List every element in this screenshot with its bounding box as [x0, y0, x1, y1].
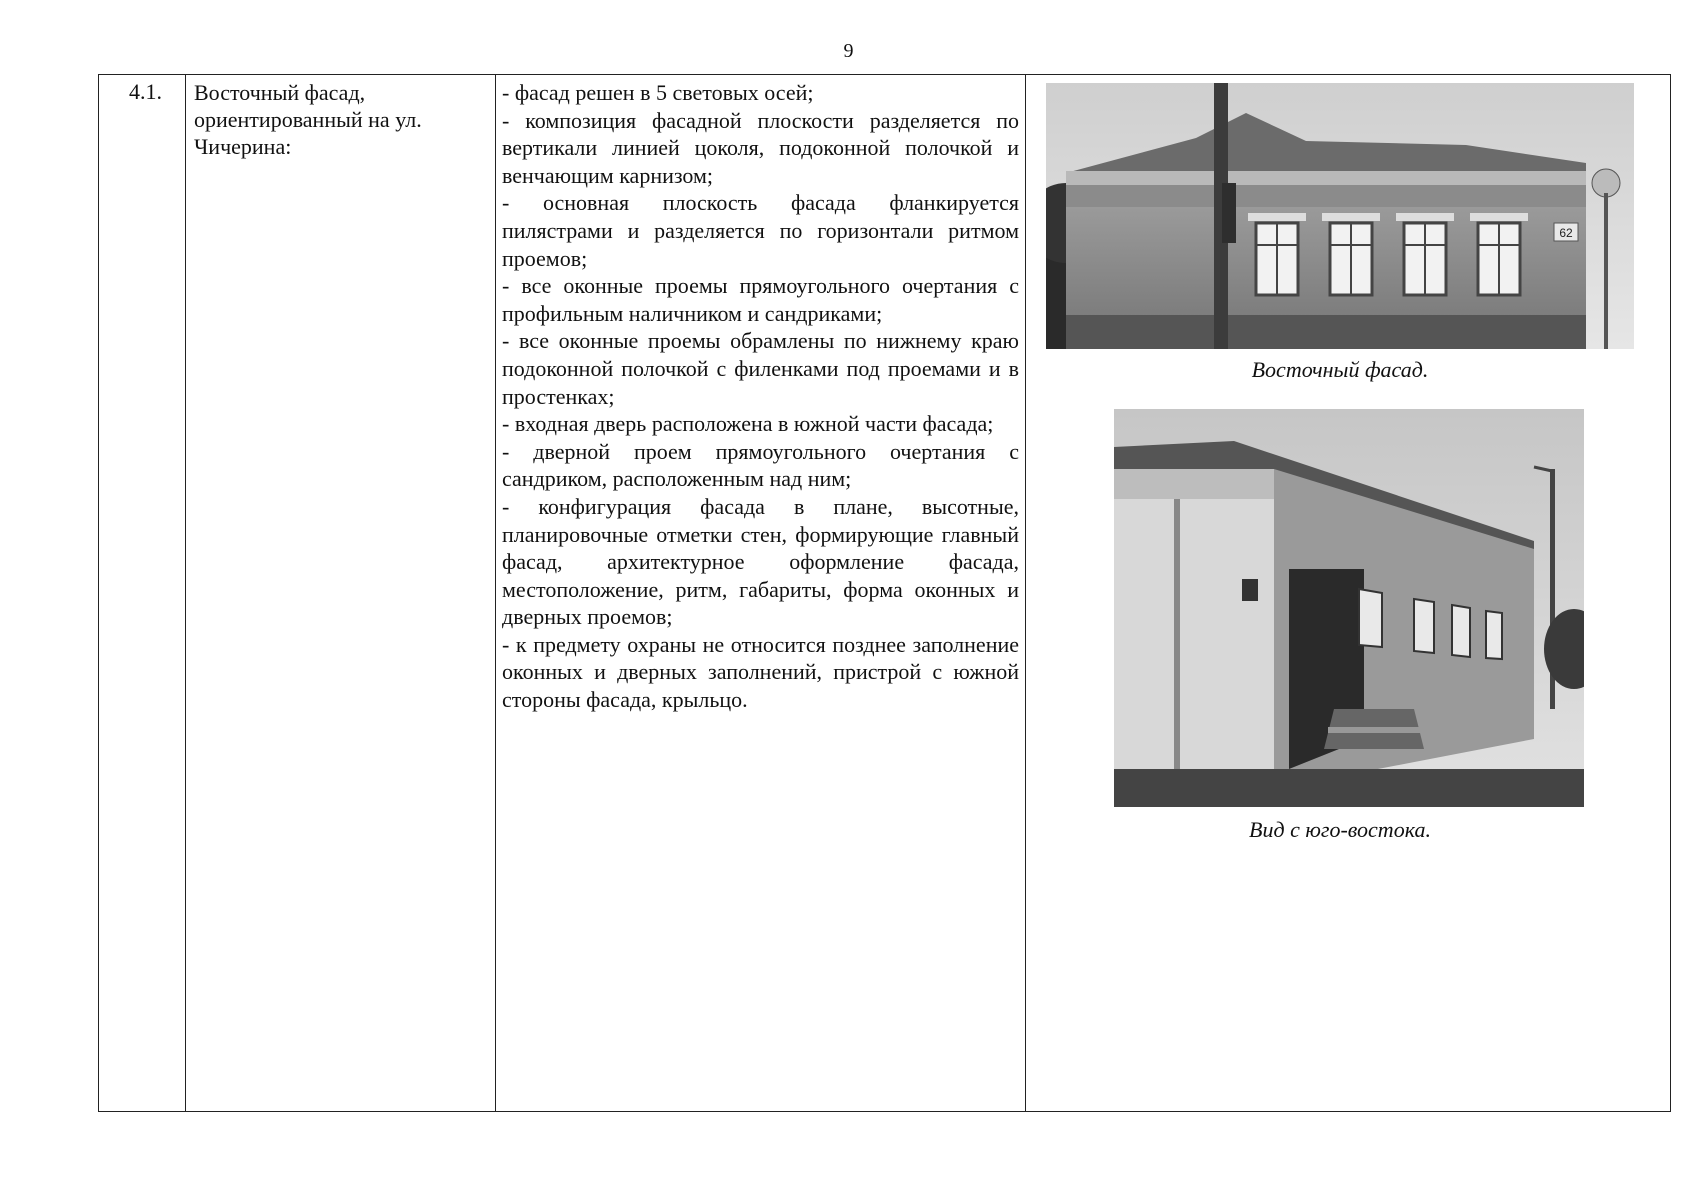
- house-number: 62: [1559, 226, 1573, 240]
- row-number: 4.1.: [129, 79, 162, 104]
- protection-subject-table: [98, 74, 1671, 1112]
- south-east-view-caption: Вид с юго-востока.: [1249, 817, 1431, 842]
- description-item: - к предмету охраны не относится позднее заполнение оконных и дверных заполнений, пристрой с южной стороны фасада, крыльцо.: [502, 631, 1019, 713]
- description-item: - все оконные проемы прямоугольного очертания с профильным наличником и сандриками;: [502, 273, 1019, 326]
- description-item: - основная плоскость фасада фланкируется пилястрами и разделяется по горизонтали ритмом проемов;: [502, 190, 1019, 271]
- description-item: - дверной проем прямоугольного очертания с сандриком, расположенным над ним;: [502, 438, 1019, 492]
- page-number: 9: [843, 40, 854, 62]
- row-photos-cell: [1026, 75, 1671, 1112]
- description-item: - входная дверь расположена в южной части фасада;: [502, 411, 994, 437]
- row-number-cell: [99, 75, 186, 1112]
- description-list: [496, 75, 1025, 714]
- east-facade-caption: Восточный фасад.: [1251, 357, 1429, 382]
- description-item: - конфигурация фасада в плане, высотные, планировочные отметки стен, формирующие главный фасад, архитектурное оформление фасада, местоположение, ритм, габариты, форма оконных и дверных проемов;: [502, 493, 1019, 630]
- description-item: - фасад решен в 5 световых осей;: [502, 80, 814, 105]
- table-row: [99, 75, 1671, 1112]
- row-title-cell: [186, 75, 496, 1112]
- row-description-cell: [496, 75, 1026, 1112]
- description-item: - все оконные проемы обрамлены по нижнему краю подоконной полочкой с филенками под проемами и в простенках;: [502, 328, 1019, 409]
- east-facade-photo: [1046, 83, 1634, 349]
- description-item: - композиция фасадной плоскости разделяется по вертикали линией цоколя, подоконной полочкой и венчающим карнизом;: [502, 107, 1019, 188]
- row-title: Восточный фасад, ориентированный на ул. Чичерина:: [194, 80, 422, 159]
- south-east-view-photo: [1114, 409, 1584, 807]
